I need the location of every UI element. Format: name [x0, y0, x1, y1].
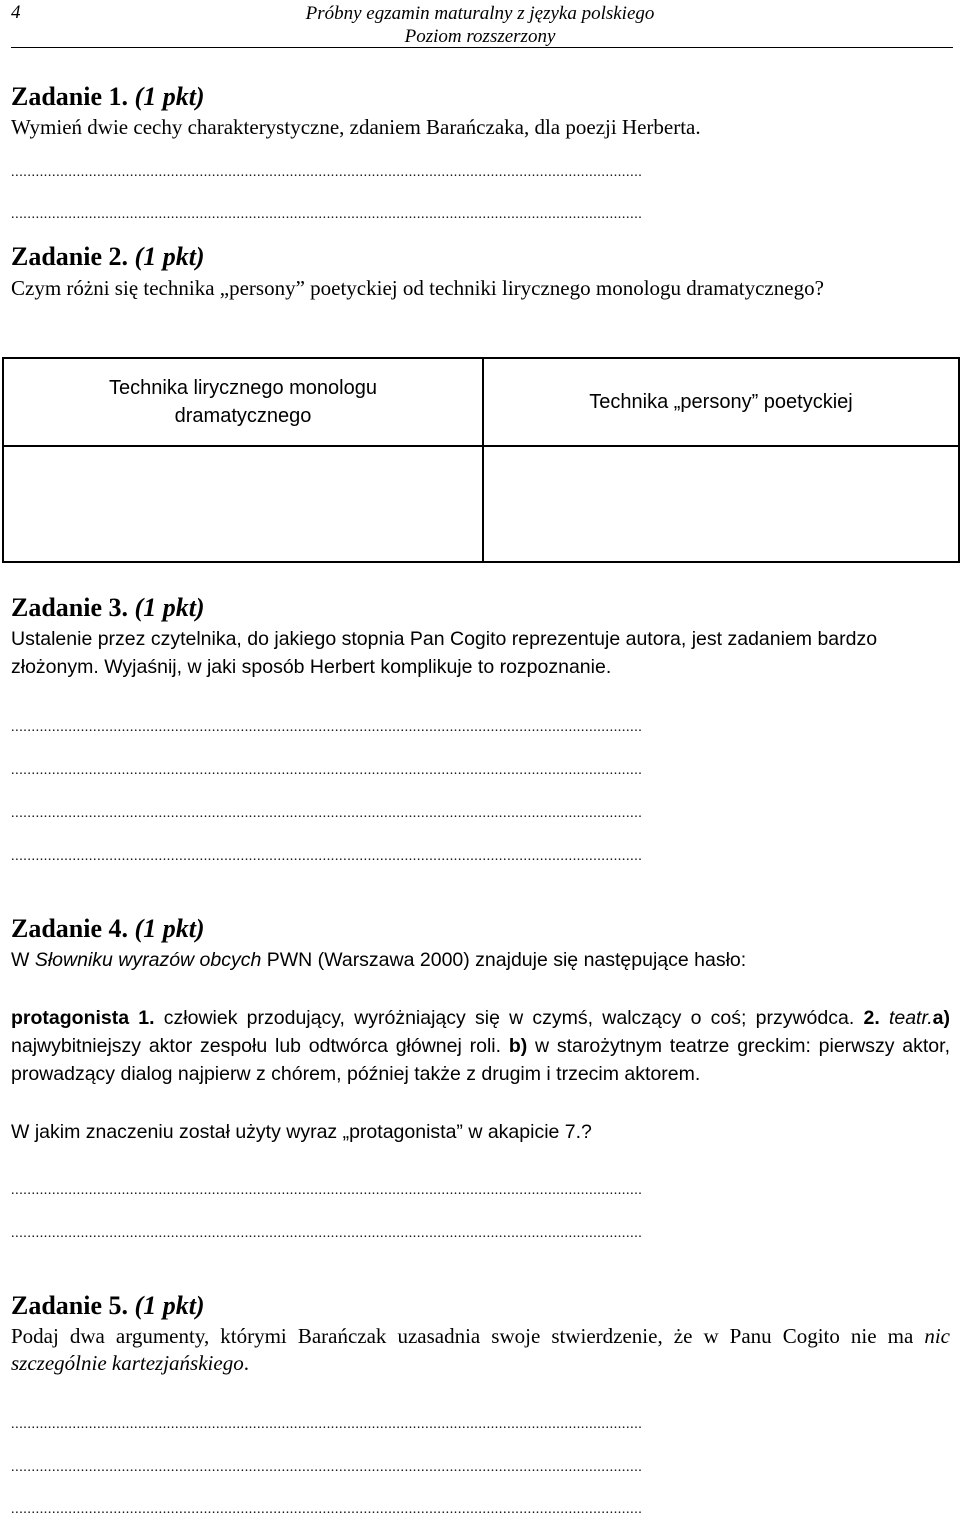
answer-line[interactable]: ..........................................................................................................................................................: [11, 166, 643, 180]
table-header-row: [3, 358, 959, 446]
exam-title-line1: Próbny egzamin maturalny z języka polskiego: [305, 3, 655, 24]
task5-points: (1 pkt): [134, 1291, 205, 1320]
answer-line[interactable]: ..........................................................................................................................................................: [11, 1184, 643, 1198]
answer-cell-monolog[interactable]: [3, 446, 483, 562]
page-header: [0, 0, 960, 50]
task5-label: Zadanie 5.: [11, 1291, 129, 1320]
table-header-monolog: [3, 358, 483, 446]
task4-question: W jakim znaczeniu został użyty wyraz „protagonista” w akapicie 7.?: [11, 1121, 592, 1143]
task1-points: (1 pkt): [134, 82, 205, 111]
table-header-persona: Technika „persony” poetyckiej: [483, 358, 959, 446]
entry-word: protagonista: [11, 1007, 130, 1029]
task4-label: Zadanie 4.: [11, 914, 129, 943]
dictionary-entry: [11, 1004, 950, 1088]
entry-b: b): [508, 1035, 528, 1057]
answer-line[interactable]: ..........................................................................................................................................................: [11, 807, 643, 821]
answer-cell-persona[interactable]: [483, 446, 959, 562]
answer-line[interactable]: ..........................................................................................................................................................: [11, 1227, 643, 1241]
table-header-monolog-line1: Technika lirycznego monologu: [109, 377, 377, 399]
page-number: 4: [11, 2, 21, 23]
task4-intro-post: PWN (Warszawa 2000) znajduje się następujące hasło:: [261, 949, 747, 971]
answer-line[interactable]: ..........................................................................................................................................................: [11, 1503, 643, 1517]
task1-question: Wymień dwie cechy charakterystyczne, zdaniem Barańczaka, dla poezji Herberta.: [11, 115, 701, 139]
entry-num2: 2.: [863, 1007, 880, 1029]
entry-def-b: w starożytnym teatrze greckim: pierwszy aktor, prowadzący dialog najpierw z chórem, później także z drugim i trzecim aktorem.: [11, 1035, 950, 1085]
task4-intro-pre: W: [11, 949, 35, 971]
exam-title-line2: Poziom rozszerzony: [404, 26, 556, 47]
task4-points: (1 pkt): [134, 914, 205, 943]
task2-answer-table: [2, 357, 960, 563]
table-header-monolog-line2: dramatycznego: [174, 405, 312, 427]
answer-line[interactable]: ..........................................................................................................................................................: [11, 764, 643, 778]
task3-title: [11, 593, 205, 623]
dictionary-title: Słowniku wyrazów obcych: [34, 949, 262, 971]
task2-points: (1 pkt): [134, 242, 205, 271]
task1-title: [11, 82, 205, 112]
task2-question: Czym różni się technika „persony” poetyckiej od techniki lirycznego monologu dramatycznego?: [11, 276, 824, 300]
answer-line[interactable]: ..........................................................................................................................................................: [11, 208, 643, 222]
entry-teatr: teatr.: [879, 1007, 933, 1029]
answer-line[interactable]: ..........................................................................................................................................................: [11, 721, 643, 735]
answer-line[interactable]: ..........................................................................................................................................................: [11, 1418, 643, 1432]
exam-title: [0, 2, 960, 48]
task5-text-post: .: [243, 1351, 249, 1375]
task3-question: Ustalenie przez czytelnika, do jakiego stopnia Pan Cogito reprezentuje autora, jest zadaniem bardzo złożonym. Wyjaśnij, w jaki sposób Herbert komplikuje to rozpoznanie.: [11, 628, 878, 678]
task2-title: [11, 242, 205, 272]
header-rule: [11, 47, 953, 48]
answer-line[interactable]: ..........................................................................................................................................................: [11, 850, 643, 864]
task5-text-italic: nic szczególnie kartezjańskiego: [11, 1324, 950, 1375]
task2-label: Zadanie 2.: [11, 242, 129, 271]
entry-def1: człowiek przodujący, wyróżniający się w czymś, walczący o coś; przywódca.: [154, 1007, 864, 1029]
task4-title: [11, 914, 205, 944]
task1-label: Zadanie 1.: [11, 82, 129, 111]
entry-a: a): [932, 1007, 950, 1029]
task3-points: (1 pkt): [134, 593, 205, 622]
answer-line[interactable]: ..........................................................................................................................................................: [11, 1461, 643, 1475]
table-answer-row: [3, 446, 959, 562]
task5-question: [11, 1323, 950, 1377]
task5-text-pre: Podaj dwa argumenty, którymi Barańczak uzasadnia swoje stwierdzenie, że w Panu Cogito nie ma: [11, 1324, 925, 1348]
entry-num1: 1.: [129, 1007, 155, 1029]
entry-def-a: najwybitniejszy aktor zespołu lub odtwórca głównej roli.: [11, 1035, 509, 1057]
task5-title: [11, 1291, 205, 1321]
task4-intro: [11, 946, 953, 974]
task3-label: Zadanie 3.: [11, 593, 129, 622]
